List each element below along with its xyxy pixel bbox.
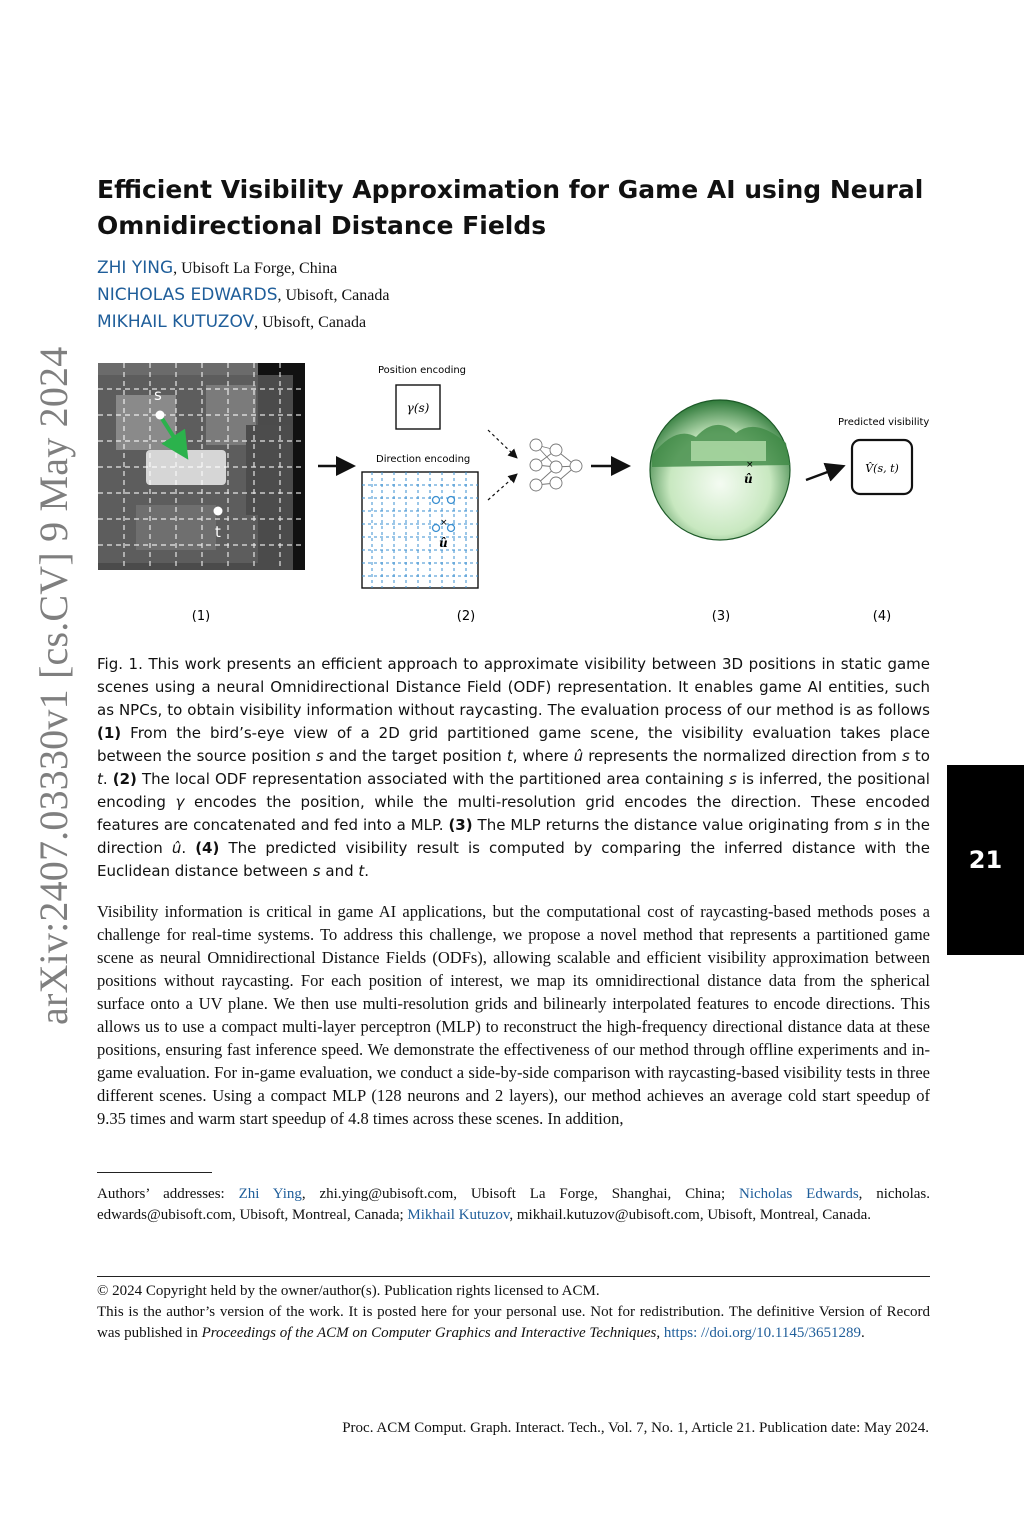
birds-eye-map xyxy=(98,363,305,570)
math-var: t xyxy=(358,862,365,880)
author-affiliation: , Ubisoft La Forge, China xyxy=(173,260,338,277)
caption-text: . xyxy=(364,862,370,880)
figure-caption xyxy=(97,653,930,883)
caption-text: and the target position xyxy=(328,747,502,765)
arxiv-identifier-stamp: arXiv:2407.03330v1 [cs.CV] 9 May 2024 xyxy=(31,346,76,1025)
article-number-tab: 21 xyxy=(947,765,1024,955)
punctuation: . xyxy=(861,1325,865,1341)
page-footer: Proc. ACM Comput. Graph. Interact. Tech., Vol. 7, No. 1, Article 21. Publication date: May 2024. xyxy=(342,1420,929,1436)
authors-addresses xyxy=(97,1184,930,1226)
panel-label-1: (1) xyxy=(191,609,211,624)
panel-label-4: (4) xyxy=(872,609,892,624)
query-mark: × xyxy=(440,518,448,528)
step-label: (3) xyxy=(448,816,473,834)
author-line-2 xyxy=(97,285,389,305)
author-line-1 xyxy=(97,258,337,278)
concat-arrow-2 xyxy=(488,475,516,500)
address-text: , zhi.ying@ubisoft.com, Ubisoft La Forge, Shanghai, China; xyxy=(301,1186,726,1202)
math-var: t xyxy=(506,747,513,765)
math-var: s xyxy=(901,747,910,765)
fig-label: Fig. 1. xyxy=(97,655,143,673)
math-var: γ xyxy=(175,793,185,811)
address-text: , nicholas. edwards@ubisoft.com, Ubisoft, Montreal, Canada; xyxy=(97,1186,930,1223)
source-label: s xyxy=(154,386,162,404)
panel-label-3: (3) xyxy=(711,609,731,624)
abstract-paragraph: Visibility information is critical in game AI applications, but the computational cost of raycasting-based methods poses a challenge for real-time systems. To address this challenge, we propose a novel method that represents a partitioned game scene as neural Omnidirectional Distance Fields (ODFs), allowing scalable and efficient visibility approximation between positions without raycasting. For each position of interest, we map its omnidirectional distance data from the spherical surface onto a UV plane. We then use multi-resolution grids and bilinearly interpolated features to encode directions. This allows us to use a compact multi-layer perceptron (MLP) to reconstruct the high-frequency directional distance data at these positions, ensuring fast inference speed. We demonstrate the effectiveness of our method through offline experiments and in-game evaluation. For in-game evaluation, we conduct a side-by-side comparison with raycasting-based visibility tests in three different scenes. Using a compact MLP (128 neurons and 2 layers), our method achieves an average cold start speedup of 9.35 times and warm start speedup of 4.8 times across these scenes. In addition, xyxy=(97,902,930,1128)
author-line-3 xyxy=(97,312,366,332)
caption-text: represents the normalized direction from xyxy=(588,747,897,765)
punctuation: , xyxy=(656,1325,661,1341)
venue-name: Proceedings of the ACM on Computer Graphics and Interactive Techniques xyxy=(201,1325,657,1341)
caption-text: . xyxy=(181,839,187,857)
direction-encoding-label: Direction encoding xyxy=(376,454,471,465)
math-var: s xyxy=(729,770,737,788)
vhat-label: V̂(s, t) xyxy=(865,462,899,475)
author-name[interactable]: ZHI YING xyxy=(97,258,174,278)
author-affiliation: , Ubisoft, Canada xyxy=(277,287,390,304)
caption-text: encodes the position, while the multi-resolution grid encodes the direction. These encoded features are concatenated and fed into a MLP. xyxy=(97,793,930,834)
copyright-rule xyxy=(97,1276,930,1277)
step-label: (4) xyxy=(195,839,220,857)
caption-text: in the direction xyxy=(97,816,930,857)
target-point xyxy=(214,507,223,516)
author-link[interactable]: Mikhail Kutuzov xyxy=(407,1207,510,1223)
concat-arrow-1 xyxy=(488,430,516,457)
caption-text: , where xyxy=(512,747,569,765)
figure-1 xyxy=(96,355,936,640)
address-text: , mikhail.kutuzov@ubisoft.com, Ubisoft, Montreal, Canada. xyxy=(509,1207,872,1223)
direction-encoding-grid xyxy=(362,472,478,588)
math-var: s xyxy=(873,816,882,834)
caption-text: . xyxy=(102,770,108,788)
caption-text: This work presents an efficient approach to approximate visibility between 3D positions in static game scenes using a neural Omnidirectional Distance Field (ODF) representation. It enables game AI entities, such as NPCs, to obtain visibility information without raycasting. The evaluation process of our method is as follows xyxy=(97,655,931,719)
copyright-line: © 2024 Copyright held by the owner/author(s). Publication rights licensed to ACM. xyxy=(97,1283,600,1299)
paper-title: Efficient Visibility Approximation for Game AI using Neural Omnidirectional Distance Fields xyxy=(97,175,924,240)
predicted-visibility-label: Predicted visibility xyxy=(838,417,930,428)
u-label-grid: û xyxy=(439,536,448,550)
panel-label-2: (2) xyxy=(456,609,476,624)
gamma-label: γ(s) xyxy=(406,401,430,415)
u-label-sphere: û xyxy=(744,472,753,486)
math-var: û xyxy=(171,839,182,857)
author-affiliation: , Ubisoft, Canada xyxy=(254,314,367,331)
odf-sphere xyxy=(650,400,790,540)
step-label: (2) xyxy=(112,770,137,788)
caption-text: From the bird’s-eye view of a 2D grid partitioned game scene, the visibility evaluation takes place between the source position xyxy=(97,724,930,765)
caption-text: The predicted visibility result is computed by comparing the inferred distance with the Euclidean distance between xyxy=(97,839,930,880)
math-var: û xyxy=(573,747,584,765)
caption-text: The MLP returns the distance value originating from xyxy=(477,816,870,834)
source-point xyxy=(156,411,165,420)
target-label: t xyxy=(215,523,221,541)
position-encoding-label: Position encoding xyxy=(378,365,467,376)
author-link[interactable]: Nicholas Edwards xyxy=(739,1186,859,1202)
step-label: (1) xyxy=(97,724,122,742)
version-notice: This is the author’s version of the work. It is posted here for your personal use. Not for redistribution. The definitive Version of Record was published in xyxy=(97,1304,930,1341)
math-var: t xyxy=(97,770,103,788)
footnote-rule xyxy=(97,1172,212,1173)
caption-text: to xyxy=(914,747,930,765)
caption-text: and xyxy=(325,862,354,880)
math-var: s xyxy=(312,862,321,880)
author-link[interactable]: Zhi Ying xyxy=(238,1186,302,1202)
author-name[interactable]: MIKHAIL KUTUZOV xyxy=(97,312,255,332)
copyright-notice xyxy=(97,1281,930,1344)
address-prefix: Authors’ addresses: xyxy=(97,1186,225,1202)
odf-query-mark: × xyxy=(746,460,754,470)
flow-arrow-3 xyxy=(806,467,841,480)
mlp-network-icon xyxy=(530,439,582,491)
doi-link[interactable]: https: //doi.org/10.1145/3651289 xyxy=(663,1325,861,1341)
math-var: s xyxy=(315,747,324,765)
caption-text: is inferred, the positional encoding xyxy=(97,770,930,811)
author-name[interactable]: NICHOLAS EDWARDS xyxy=(97,285,278,305)
caption-text: The local ODF representation associated with the partitioned area containing xyxy=(141,770,724,788)
